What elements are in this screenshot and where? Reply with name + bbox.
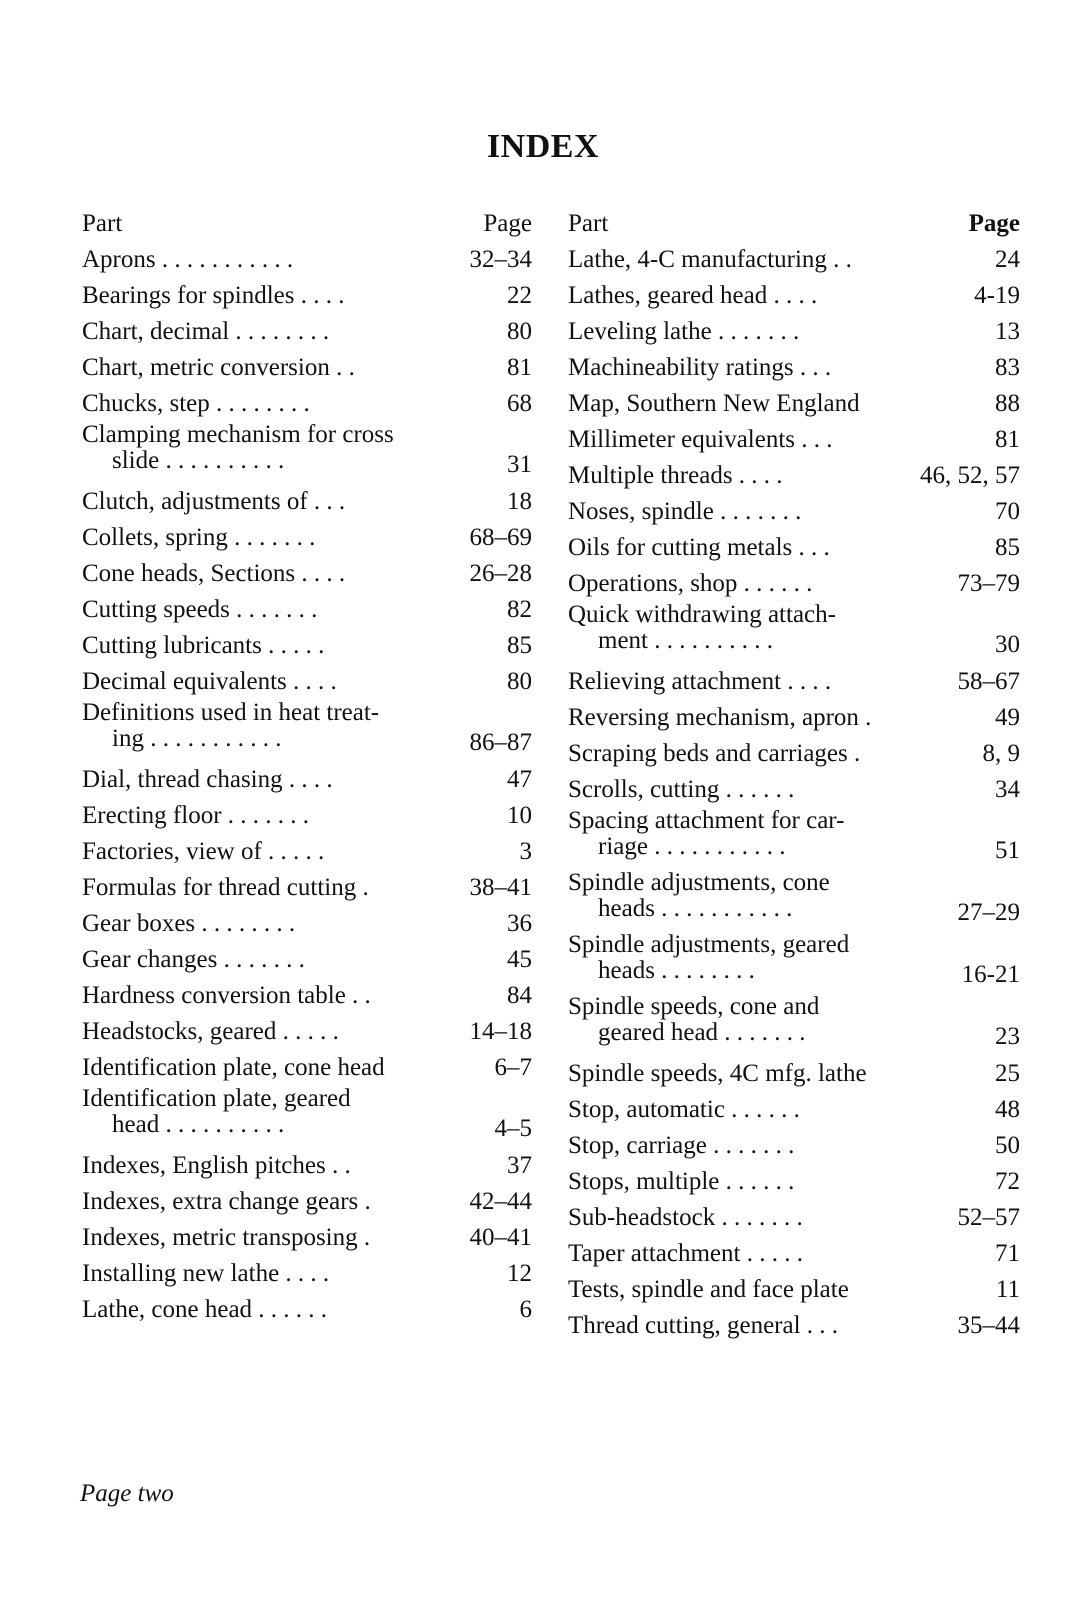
index-entry [568,1164,1020,1200]
index-entry [568,530,1020,566]
index-entry [82,314,532,350]
index-entry [568,458,1020,494]
entry-title-line: Map, Southern New England [568,390,860,417]
entry-title-continuation: heads . . . . . . . . [598,957,755,984]
entry-title-line: Clutch, adjustments of . . . [82,488,346,515]
entry-title-continuation: heads . . . . . . . . . . . [598,895,793,922]
entry-title [82,664,532,700]
page-header: Page [968,210,1020,237]
index-entry [82,700,532,762]
entry-title [82,1148,532,1184]
index-entry [568,870,1020,932]
index-entry [82,762,532,798]
index-entry [82,798,532,834]
entry-title-line: Lathe, cone head . . . . . . [82,1296,328,1323]
entry-page: 81 [503,350,532,386]
entry-title-line: Indexes, metric transposing . [82,1224,371,1251]
entry-page: 4-19 [970,278,1020,314]
index-entry [82,278,532,314]
index-entry [82,1256,532,1292]
index-entry [568,994,1020,1056]
entry-title [82,798,532,834]
entry-page: 36 [503,906,532,942]
index-entry [82,1184,532,1220]
entry-title-line: Lathes, geared head . . . . [568,282,818,309]
column-header [568,200,1020,242]
entry-page: 51 [991,838,1020,864]
entry-page: 86–87 [466,730,533,756]
index-entry [568,1200,1020,1236]
entry-page: 11 [992,1272,1020,1308]
entry-title [82,314,532,350]
entry-title [82,1086,532,1138]
entry-title-continuation: head . . . . . . . . . . [112,1111,285,1138]
entry-title [568,602,1020,654]
entry-title [82,1256,532,1292]
entry-page: 47 [503,762,532,798]
entry-title-line: Millimeter equivalents . . . [568,426,833,453]
index-entry [568,1128,1020,1164]
index-entry [568,422,1020,458]
entry-title-line: Hardness conversion table . . [82,982,371,1009]
index-entry [568,808,1020,870]
index-entry [82,628,532,664]
entry-page: 68 [503,386,532,422]
entry-page: 68–69 [466,520,533,556]
index-entry [82,1220,532,1256]
entry-title-line: Collets, spring . . . . . . . [82,524,316,551]
entry-page: 38–41 [466,870,533,906]
entry-page: 45 [503,942,532,978]
entry-title [82,1220,532,1256]
entry-title-line: Clamping mechanism for cross [82,421,394,448]
entry-page: 70 [991,494,1020,530]
entry-title [568,494,1020,530]
entry-title-line: Multiple threads . . . . [568,462,783,489]
entry-title [568,994,1020,1046]
part-header: Part [82,210,123,237]
entry-title [82,1292,532,1328]
entry-page: 34 [991,772,1020,808]
entry-title-line: Chucks, step . . . . . . . . [82,390,310,417]
index-entry [82,1086,532,1148]
entry-title-line: Chart, decimal . . . . . . . . [82,318,330,345]
entry-title [82,386,532,422]
entry-title [82,278,532,314]
page-title: INDEX [486,128,600,165]
index-entry [568,1236,1020,1272]
entry-title-line: Spindle speeds, 4C mfg. lathe [568,1060,867,1087]
index-entry [568,314,1020,350]
entry-title-line: Machineability ratings . . . [568,354,832,381]
index-entry [82,906,532,942]
entry-page: 84 [503,978,532,1014]
entry-title-line: Headstocks, geared . . . . . [82,1018,339,1045]
index-entry [568,566,1020,602]
entry-page: 48 [991,1092,1020,1128]
entry-page: 27–29 [954,900,1021,926]
index-entry [82,664,532,700]
entry-page: 25 [991,1056,1020,1092]
entry-page: 85 [503,628,532,664]
entry-page: 13 [991,314,1020,350]
entry-page: 80 [503,314,532,350]
index-entry [568,386,1020,422]
entry-title-line: Decimal equivalents . . . . [82,668,337,695]
entry-title [82,422,532,474]
index-entry [568,1308,1020,1344]
entry-title [568,700,1020,736]
entry-title [82,700,532,752]
entry-title-line: Chart, metric conversion . . [82,354,355,381]
entry-title-continuation: slide . . . . . . . . . . [112,447,285,474]
entry-title [82,834,532,870]
entry-page: 6–7 [491,1050,533,1086]
entry-title-line: Scraping beds and carriages . [568,740,861,767]
page-header: Page [483,210,532,237]
entry-title-line: Indexes, extra change gears . [82,1188,371,1215]
entry-title [568,1308,1020,1344]
entry-title [568,278,1020,314]
entry-page: 22 [503,278,532,314]
entry-title-line: Identification plate, geared [82,1085,351,1112]
entry-title [568,772,1020,808]
entry-title [568,808,1020,860]
entry-title [568,1272,1020,1308]
entry-title-line: Spindle adjustments, cone [568,869,830,896]
index-entry [568,932,1020,994]
entry-title-line: Stop, carriage . . . . . . . [568,1132,795,1159]
index-entry [82,556,532,592]
entry-title [82,1050,532,1086]
entry-title-line: Oils for cutting metals . . . [568,534,830,561]
entry-title-line: Identification plate, cone head [82,1054,385,1081]
entry-title [568,1056,1020,1092]
entry-title-line: Taper attachment . . . . . [568,1240,803,1267]
entry-title [568,664,1020,700]
index-entry [82,520,532,556]
entry-title-line: Tests, spindle and face plate [568,1276,849,1303]
entry-list [82,242,532,1328]
entry-title [82,906,532,942]
index-entry [82,350,532,386]
entry-page: 30 [991,632,1020,658]
entry-title-line: Definitions used in heat treat- [82,699,380,726]
index-entry [568,1092,1020,1128]
entry-page: 72 [991,1164,1020,1200]
index-entry [568,700,1020,736]
index-entry [82,1014,532,1050]
entry-page: 16-21 [958,962,1020,988]
index-entry [568,350,1020,386]
index-entry [568,772,1020,808]
entry-title-continuation: riage . . . . . . . . . . . [598,833,786,860]
entry-title-line: Aprons . . . . . . . . . . . [82,246,294,273]
entry-title-line: Gear changes . . . . . . . [82,946,305,973]
index-entry [568,1272,1020,1308]
entry-page: 14–18 [466,1014,533,1050]
entry-page: 46, 52, 57 [916,458,1020,494]
entry-page: 71 [991,1236,1020,1272]
entry-title [82,942,532,978]
entry-title [82,520,532,556]
index-entry [82,1050,532,1086]
entry-page: 81 [991,422,1020,458]
index-entry [568,602,1020,664]
entry-title-line: Factories, view of . . . . . [82,838,325,865]
entry-title [82,556,532,592]
entry-title-line: Gear boxes . . . . . . . . [82,910,296,937]
index-column-right [568,200,1020,1344]
entry-page: 80 [503,664,532,700]
entry-title [82,592,532,628]
entry-title [82,242,532,278]
entry-page: 12 [503,1256,532,1292]
entry-title-line: Quick withdrawing attach- [568,601,836,628]
index-entry [82,978,532,1014]
entry-page: 32–34 [466,242,533,278]
page-footer: Page two [80,1480,174,1507]
index-entry [82,1292,532,1328]
entry-title [82,762,532,798]
entry-title-line: Leveling lathe . . . . . . . [568,318,800,345]
entry-page: 82 [503,592,532,628]
entry-title-line: Reversing mechanism, apron . [568,704,872,731]
entry-title-line: Stop, automatic . . . . . . [568,1096,800,1123]
entry-title-line: Cone heads, Sections . . . . [82,560,346,587]
entry-title-line: Relieving attachment . . . . [568,668,832,695]
entry-title [568,314,1020,350]
entry-title-line: Cutting lubricants . . . . . [82,632,325,659]
entry-title [568,870,1020,922]
entry-page: 50 [991,1128,1020,1164]
entry-title-line: Dial, thread chasing . . . . [82,766,333,793]
entry-page: 88 [991,386,1020,422]
entry-title-continuation: ment . . . . . . . . . . [598,627,773,654]
index-entry [82,386,532,422]
entry-title-line: Scrolls, cutting . . . . . . [568,776,795,803]
entry-title-line: Lathe, 4-C manufacturing . . [568,246,852,273]
index-entry [82,834,532,870]
column-header [82,200,532,242]
entry-page: 49 [991,700,1020,736]
entry-title-line: Noses, spindle . . . . . . . [568,498,802,525]
entry-title-line: Indexes, English pitches . . [82,1152,351,1179]
entry-title [568,1164,1020,1200]
entry-title [82,1184,532,1220]
entry-page: 3 [516,834,533,870]
entry-title-line: Erecting floor . . . . . . . [82,802,310,829]
entry-page: 31 [503,452,532,478]
index-entry [82,242,532,278]
index-entry [568,664,1020,700]
entry-title [568,386,1020,422]
index-entry [82,484,532,520]
entry-page: 26–28 [466,556,533,592]
entry-title [82,484,532,520]
entry-page: 37 [503,1148,532,1184]
entry-title-line: Spindle speeds, cone and [568,993,820,1020]
entry-title [82,628,532,664]
entry-title-line: Thread cutting, general . . . [568,1312,839,1339]
entry-page: 10 [503,798,532,834]
entry-title [568,1128,1020,1164]
entry-title [568,422,1020,458]
entry-title [568,1200,1020,1236]
entry-page: 83 [991,350,1020,386]
part-header: Part [568,210,609,237]
entry-title [568,350,1020,386]
index-entry [82,870,532,906]
entry-title-continuation: geared head . . . . . . . [598,1019,806,1046]
entry-title-line: Spindle adjustments, geared [568,931,850,958]
index-entry [568,278,1020,314]
entry-title [82,1014,532,1050]
entry-title-continuation: ing . . . . . . . . . . . [112,725,282,752]
entry-title [568,1236,1020,1272]
entry-title-line: Sub-headstock . . . . . . . [568,1204,803,1231]
entry-title-line: Stops, multiple . . . . . . [568,1168,795,1195]
entry-title [568,736,1020,772]
index-column-left [82,200,532,1328]
entry-page: 73–79 [954,566,1021,602]
index-entry [82,592,532,628]
entry-page: 52–57 [954,1200,1021,1236]
entry-page: 40–41 [466,1220,533,1256]
entry-page: 42–44 [466,1184,533,1220]
entry-page: 4–5 [491,1116,533,1142]
entry-page: 23 [991,1024,1020,1050]
entry-title [568,932,1020,984]
index-entry [568,736,1020,772]
entry-page: 8, 9 [979,736,1021,772]
entry-page: 58–67 [954,664,1021,700]
entry-page: 35–44 [954,1308,1021,1344]
entry-title [568,242,1020,278]
entry-title-line: Bearings for spindles . . . . [82,282,345,309]
entry-page: 24 [991,242,1020,278]
entry-title [82,350,532,386]
index-entry [82,942,532,978]
entry-page: 6 [516,1292,533,1328]
index-entry [82,422,532,484]
entry-page: 18 [503,484,532,520]
index-entry [568,1056,1020,1092]
entry-title-line: Cutting speeds . . . . . . . [82,596,318,623]
entry-title-line: Spacing attachment for car- [568,807,845,834]
entry-page: 85 [991,530,1020,566]
index-entry [82,1148,532,1184]
entry-title-line: Operations, shop . . . . . . [568,570,813,597]
index-entry [568,242,1020,278]
entry-title [568,530,1020,566]
entry-title-line: Installing new lathe . . . . [82,1260,330,1287]
index-entry [568,494,1020,530]
entry-title [82,978,532,1014]
entry-title-line: Formulas for thread cutting . [82,874,369,901]
entry-list [568,242,1020,1344]
entry-title [568,566,1020,602]
entry-title [568,1092,1020,1128]
entry-title [82,870,532,906]
